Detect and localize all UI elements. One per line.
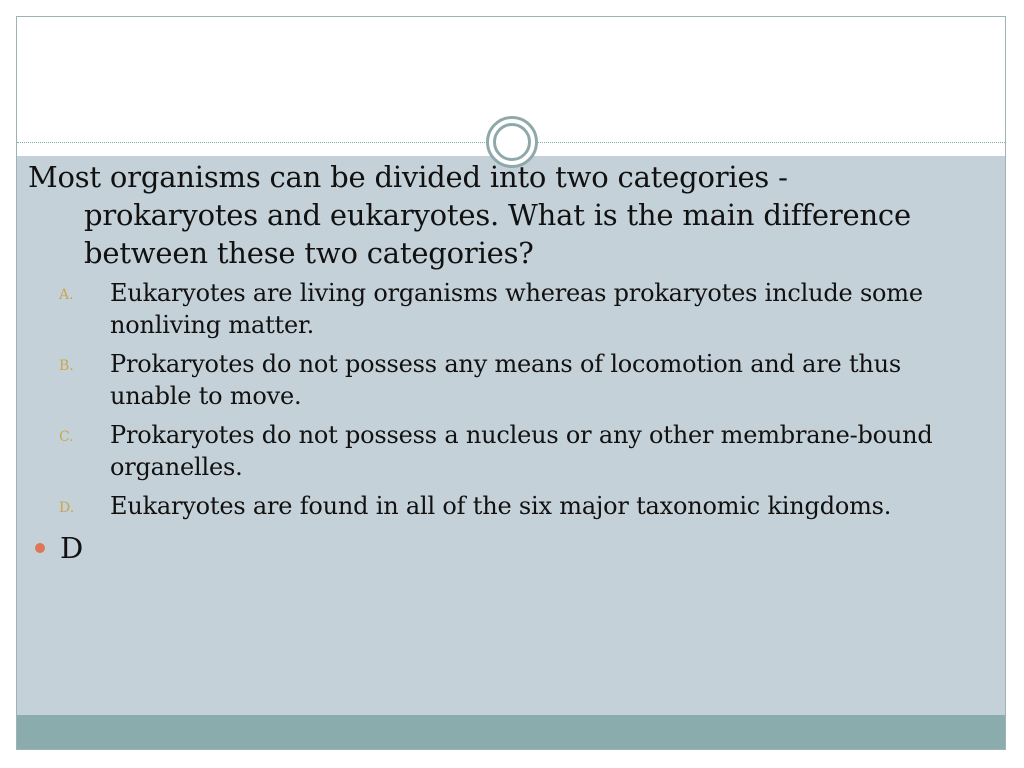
option-d-text: Eukaryotes are found in all of the six major taxonomic kingdoms. (110, 492, 892, 520)
bullet-dot-icon (35, 543, 45, 553)
slide-body (28, 158, 968, 567)
answer-line (28, 529, 968, 567)
question-text: Most organisms can be divided into two categories - prokaryotes and eukaryotes. What is the main difference between these two categories? (28, 160, 911, 270)
option-c (28, 419, 968, 483)
answer-text: D (60, 531, 84, 565)
option-b-text: Prokaryotes do not possess any means of locomotion and are thus unable to move. (110, 350, 902, 410)
option-c-letter: C. (59, 429, 74, 445)
option-d (28, 490, 968, 522)
option-a-letter: A. (59, 287, 74, 303)
option-b (28, 348, 968, 412)
slide-footer-band (17, 715, 1005, 749)
option-b-letter: B. (59, 358, 74, 374)
option-a (28, 277, 968, 341)
option-c-text: Prokaryotes do not possess a nucleus or any other membrane-bound organelles. (110, 421, 933, 481)
option-a-text: Eukaryotes are living organisms whereas prokaryotes include some nonliving matter. (110, 279, 923, 339)
circle-ornament-inner-ring (493, 123, 531, 161)
answer-options-list (28, 277, 968, 522)
option-d-letter: D. (59, 500, 75, 516)
